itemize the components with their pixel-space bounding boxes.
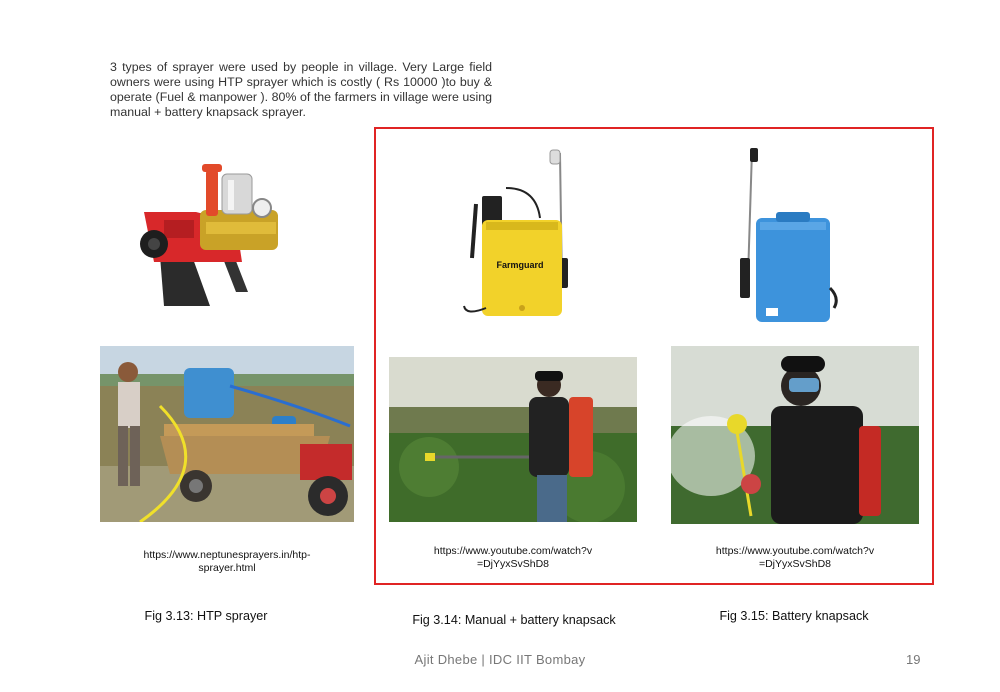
htp-sprayer-image xyxy=(130,160,280,308)
fig-caption-manual-battery: Fig 3.14: Manual + battery knapsack xyxy=(412,613,616,627)
page-number: 19 xyxy=(906,652,921,667)
manual-battery-field-photo xyxy=(389,357,637,522)
footer-author: Ajit Dhebe | IDC IIT Bombay xyxy=(414,652,586,667)
fig-caption-battery: Fig 3.15: Battery knapsack xyxy=(719,609,869,623)
htp-field-photo xyxy=(100,346,354,522)
manual-battery-knapsack-image xyxy=(456,148,580,320)
source-url-battery: https://www.youtube.com/watch?v =DjYyxSvShD8 xyxy=(715,545,875,570)
battery-knapsack-image xyxy=(736,148,840,324)
source-url-htp: https://www.neptunesprayers.in/htp- sprayer.html xyxy=(143,549,311,574)
battery-field-photo xyxy=(671,346,919,524)
source-url-manual-battery: https://www.youtube.com/watch?v =DjYyxSvShD8 xyxy=(433,545,593,570)
intro-paragraph: 3 types of sprayer were used by people in village. Very Large field owners were using HTP sprayer which is costly ( Rs 10000 )to buy & operate (Fuel & manpower ). 80% of the farmers in village were using manual + battery knapsack sprayer. xyxy=(110,60,492,119)
fig-caption-htp: Fig 3.13: HTP sprayer xyxy=(144,609,268,623)
brand-label: Farmguard xyxy=(496,260,544,270)
